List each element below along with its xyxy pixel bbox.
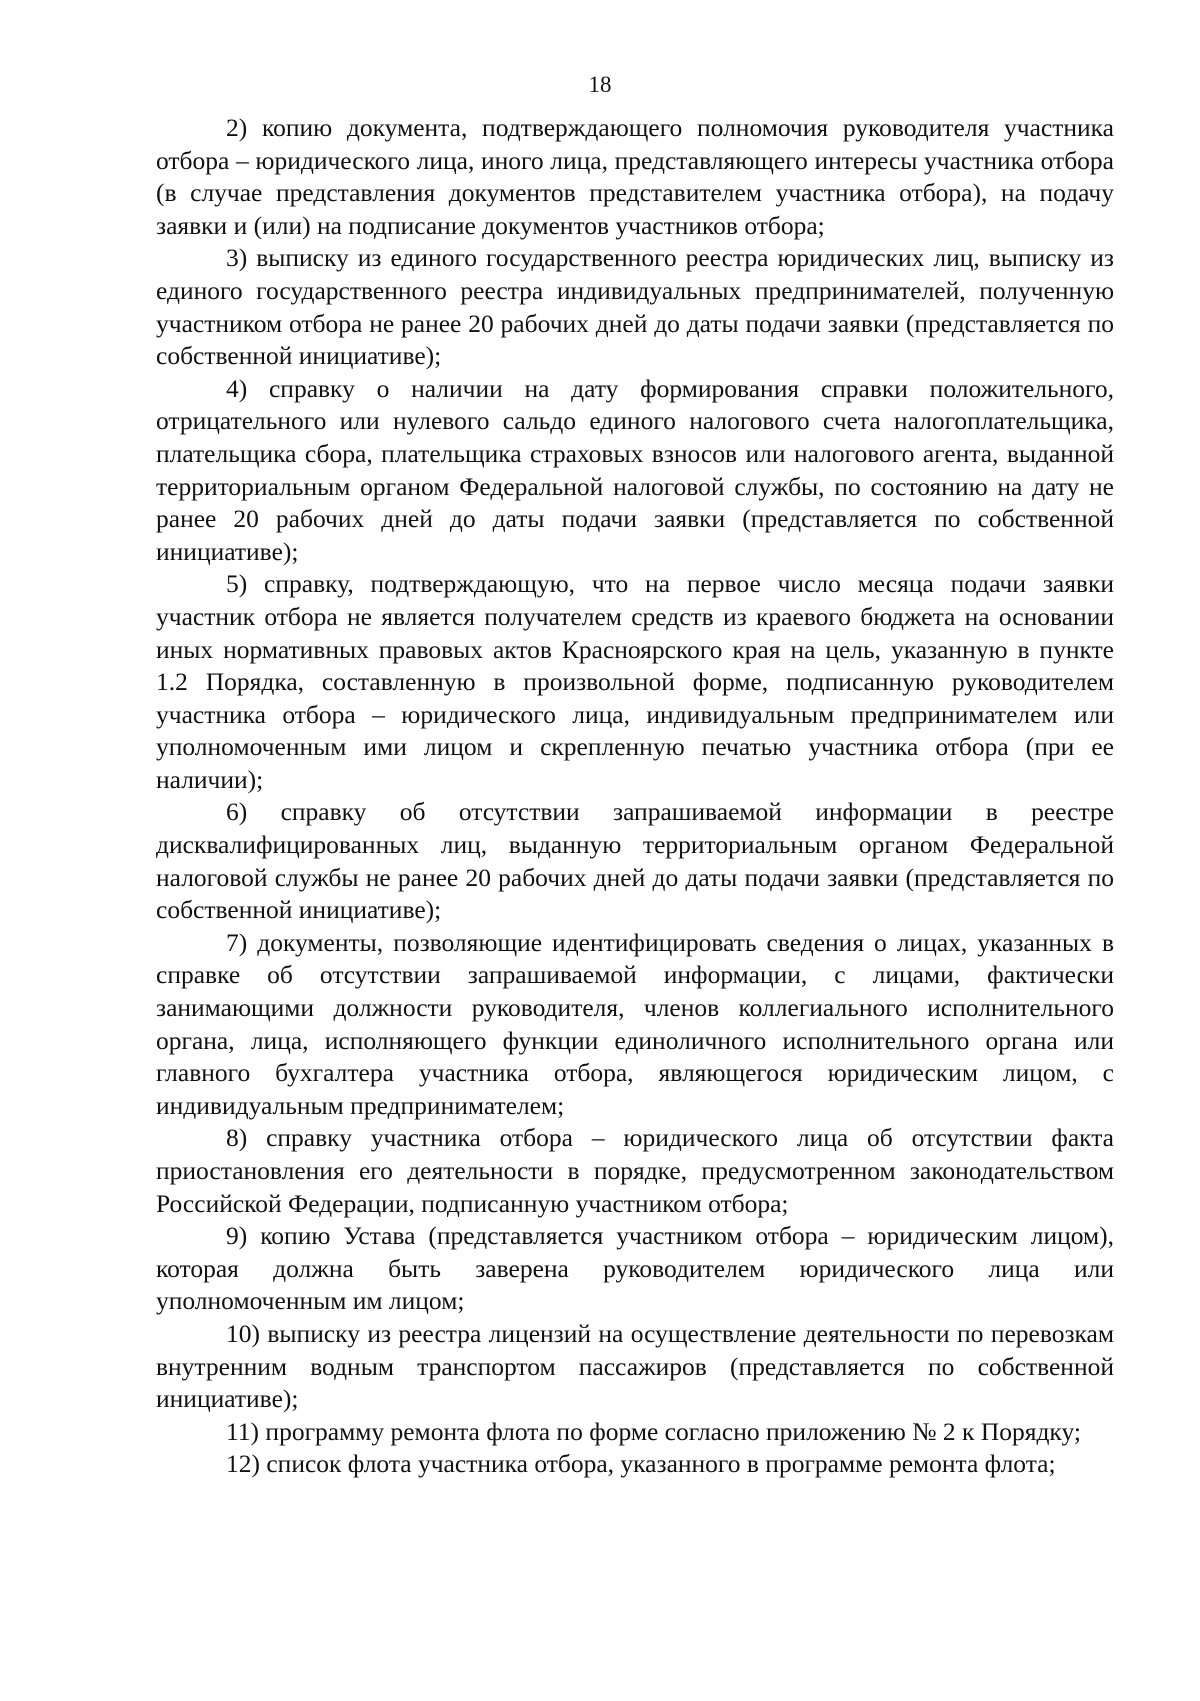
list-item-6: 6) справку об отсутствии запрашиваемой информации в реестре дисквалифицированных лиц, выданную территориальным органом Федеральной налоговой службы не ранее 20 рабочих дней до даты подачи заявки (представляется по собственной инициативе); [156, 797, 1114, 925]
list-item-2: 2) копию документа, подтверждающего полномочия руководителя участника отбора – юридического лица, иного лица, представляющего интересы участника отбора (в случае представления документов представителем участника отбора), на подачу заявки и (или) на подписание документов участников отбора; [156, 113, 1114, 240]
list-item-3: 3) выписку из единого государственного реестра юридических лиц, выписку из единого государственного реестра индивидуальных предпринимателей, полученную участником отбора не ранее 20 рабочих дней до даты подачи заявки (представляется по собственной инициативе); [156, 243, 1114, 371]
list-item-4: 4) справку о наличии на дату формирования справки положительного, отрицательного или нулевого сальдо единого налогового счета налогоплательщика, плательщика сбора, плательщика страховых взносов или налогового агента, выданной территориальным органом Федеральной налоговой службы, по состоянию на дату не ранее 20 рабочих дней до даты подачи заявки (представляется по собственной инициативе); [156, 373, 1114, 566]
document-body [156, 112, 1114, 1481]
list-item-10: 10) выписку из реестра лицензий на осуществление деятельности по перевозкам внутренним водным транспортом пассажиров (представляется по собственной инициативе); [156, 1318, 1114, 1414]
list-item-11: 11) программу ремонта флота по форме согласно приложению № 2 к Порядку; [226, 1416, 1081, 1446]
list-item-5: 5) справку, подтверждающую, что на первое число месяца подачи заявки участник отбора не является получателем средств из краевого бюджета на основании иных нормативных правовых актов Красноярского края на цель, указанную в пункте 1.2 Порядка, составленную в произвольной форме, подписанную руководителем участника отбора – юридического лица, индивидуальным предпринимателем или уполномоченным ими лицом и скрепленную печатью участника отбора (при ее наличии); [156, 569, 1114, 794]
page-number: 18 [588, 72, 612, 97]
list-item-9: 9) копию Устава (представляется участником отбора – юридическим лицом), которая должна быть заверена руководителем юридического лица или уполномоченным им лицом; [156, 1221, 1114, 1316]
list-item-7: 7) документы, позволяющие идентифицировать сведения о лицах, указанных в справке об отсутствии запрашиваемой информации, с лицами, фактически занимающими должности руководителя, членов коллегиального исполнительного органа, лица, исполняющего функции единоличного исполнительного органа или главного бухгалтера участника отбора, являющегося юридическим лицом, с индивидуальным предпринимателем; [156, 927, 1114, 1120]
list-item-8: 8) справку участника отбора – юридического лица об отсутствии факта приостановления его деятельности в порядке, предусмотренном законодательством Российской Федерации, подписанную участником отбора; [156, 1123, 1114, 1218]
list-item-12: 12) список флота участника отбора, указанного в программе ремонта флота; [226, 1449, 1056, 1479]
